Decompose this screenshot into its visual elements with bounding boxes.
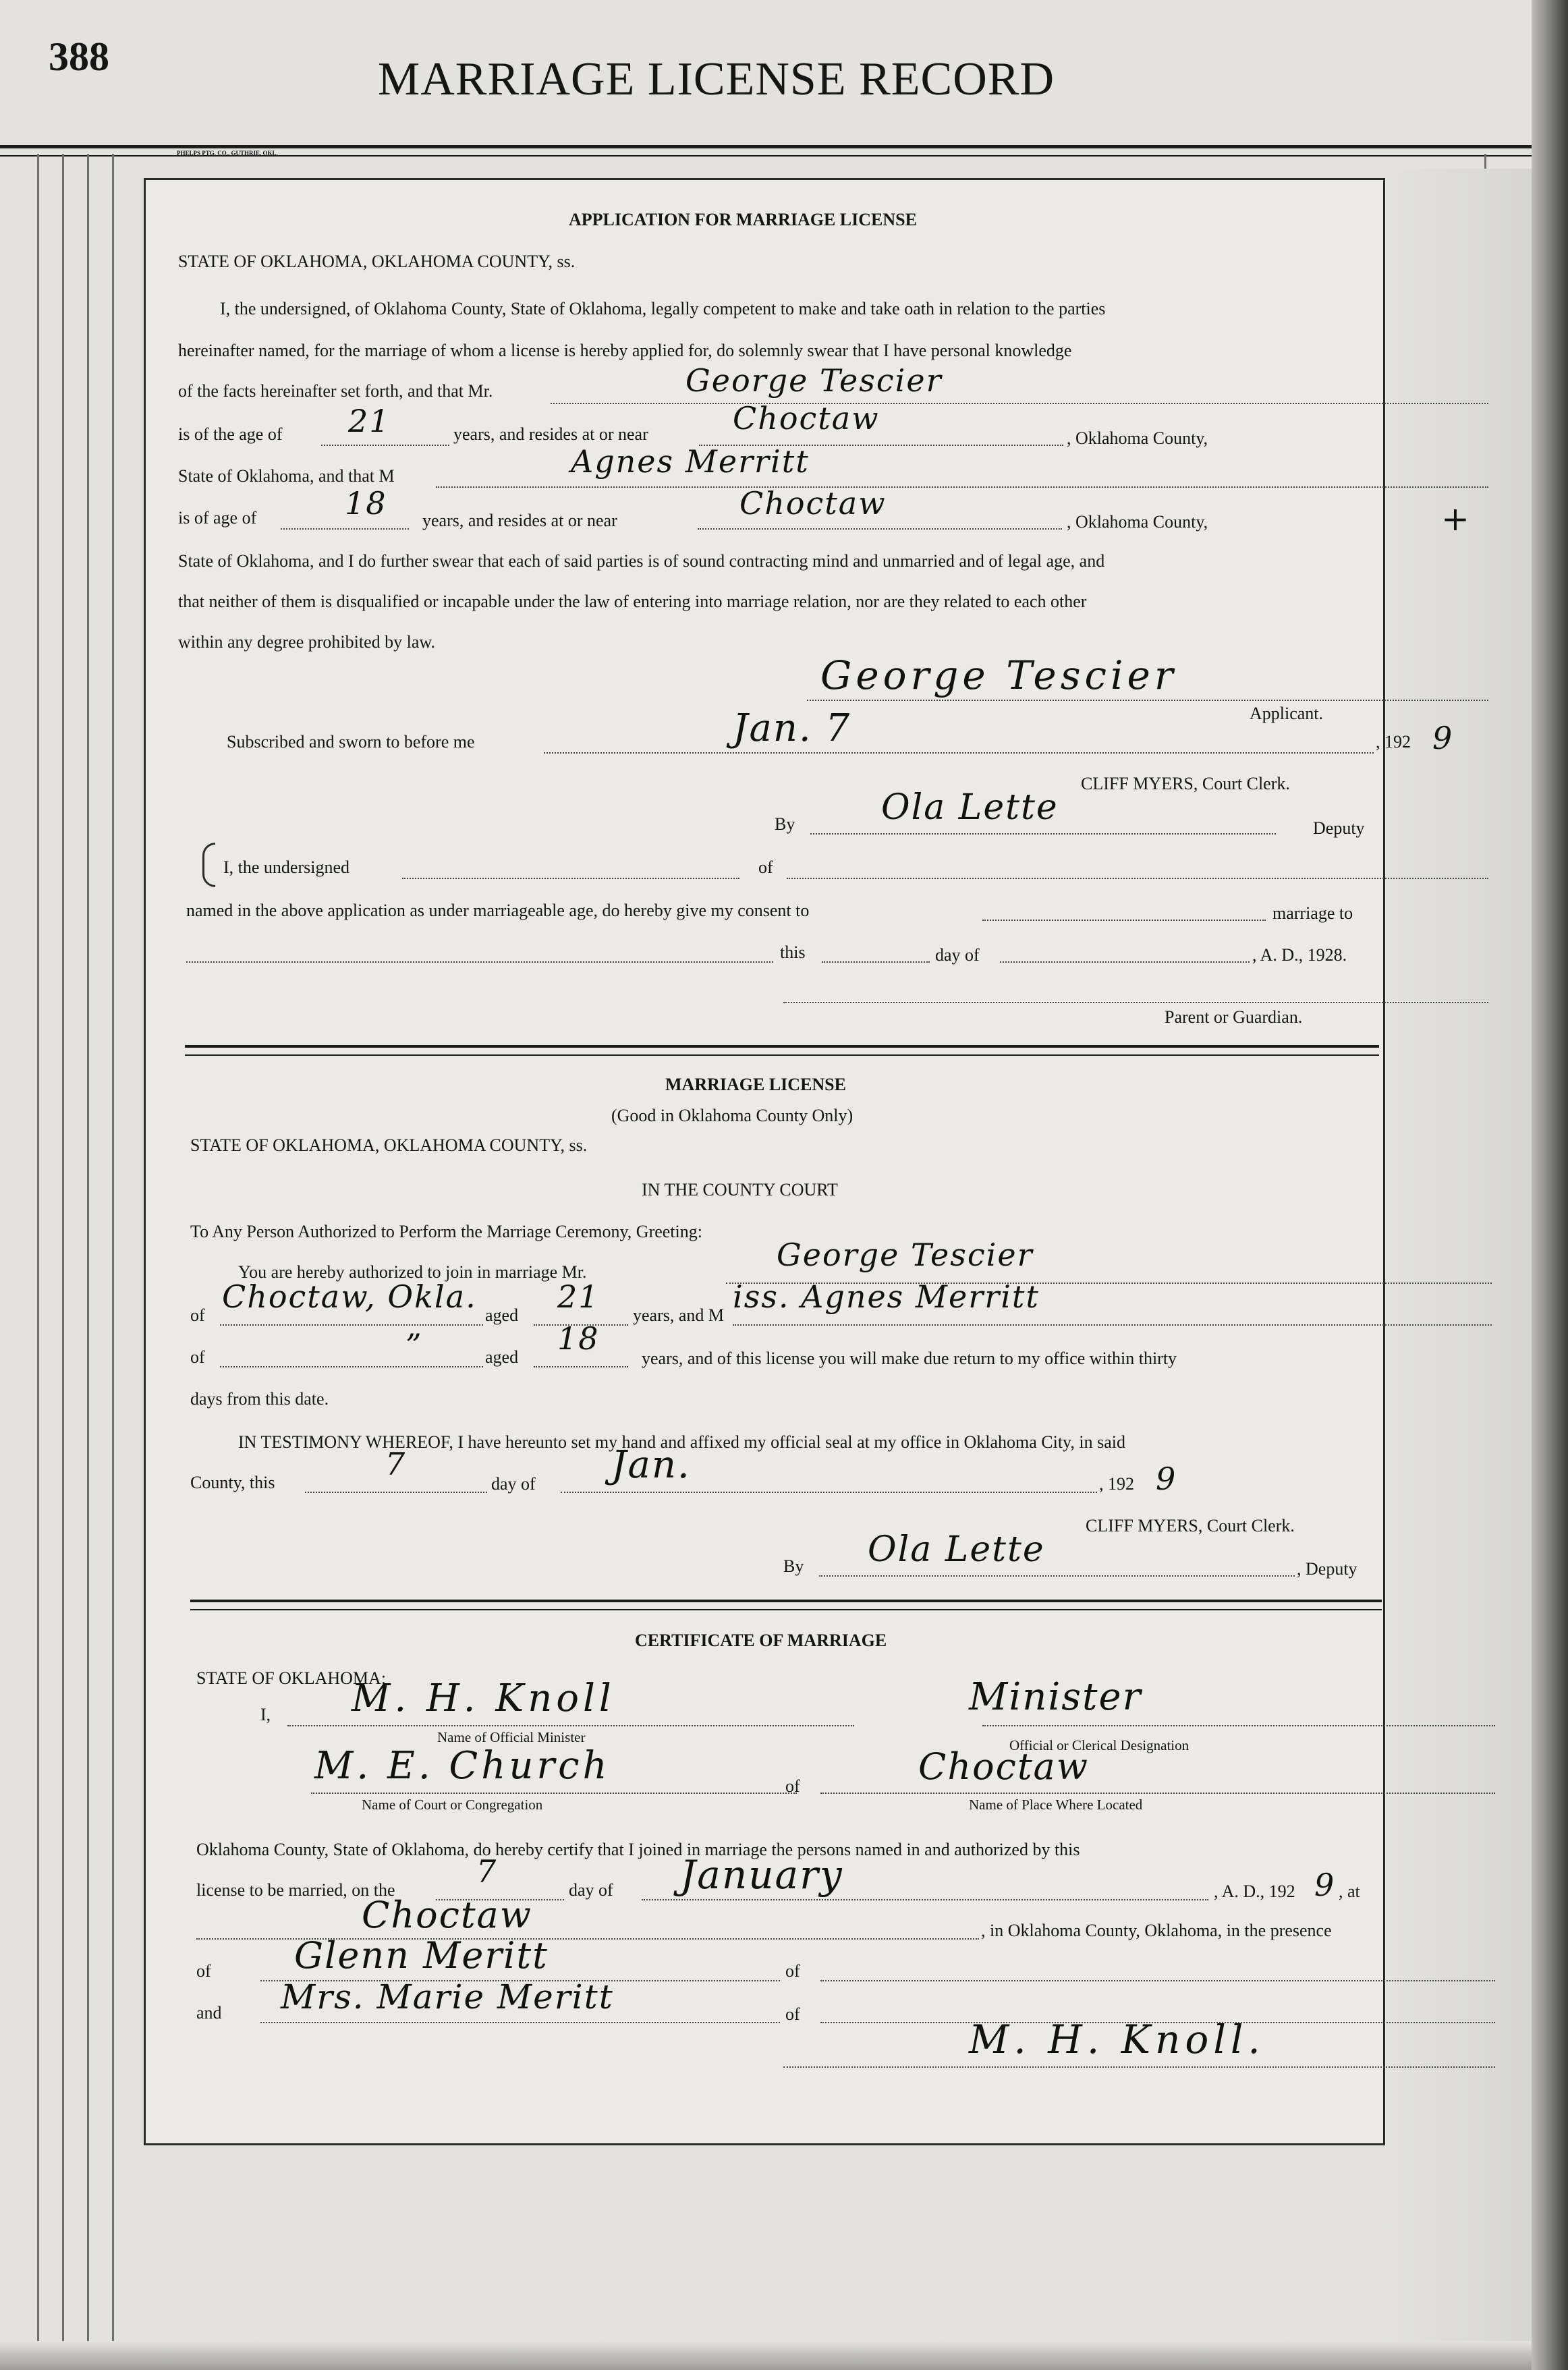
field-caption: Official or Clerical Designation: [1009, 1737, 1189, 1753]
field-caption: Name of Place Where Located: [969, 1797, 1143, 1813]
label: license to be married, on the: [196, 1880, 395, 1900]
paragraph-line: days from this date.: [190, 1389, 329, 1409]
fill-line: [436, 486, 1488, 488]
label: , Deputy: [1297, 1559, 1357, 1579]
minister-signature: M. H. Knoll.: [969, 2016, 1265, 2062]
printer-mark: PHELPS PTG. CO., GUTHRIE, OKL.: [177, 150, 278, 157]
label: named in the above application as under marriageable age, do hereby give my consent to: [186, 901, 810, 920]
fill-line: [810, 833, 1276, 835]
deputy-signature: Ola Lette: [881, 787, 1059, 828]
year-written: 9: [1156, 1461, 1177, 1497]
year-written: 9: [1432, 720, 1454, 756]
label: of: [758, 857, 773, 877]
section-divider: [185, 1054, 1379, 1056]
fill-line: [698, 528, 1062, 530]
application-heading: APPLICATION FOR MARRIAGE LICENSE: [569, 210, 917, 229]
label: of: [785, 2004, 800, 2024]
fill-line: [220, 1366, 483, 1367]
label: I, the undersigned: [223, 857, 350, 877]
label: of: [785, 1961, 800, 1981]
label: County, this: [190, 1473, 275, 1492]
license-subheading: (Good in Oklahoma County Only): [611, 1106, 853, 1125]
fill-line: [642, 1899, 1208, 1900]
label: is of age of: [178, 508, 257, 528]
wedding-location: Choctaw: [362, 1894, 532, 1936]
fill-line: [220, 1324, 483, 1326]
paragraph-line: IN TESTIMONY WHEREOF, I have hereunto set my hand and affixed my official seal at my office in Oklahoma City, in said: [238, 1432, 1125, 1452]
paragraph-line: that neither of them is disqualified or incapable under the law of entering into marriage relation, nor are they related to each other: [178, 592, 1087, 611]
applicant-label: Applicant.: [1250, 704, 1324, 723]
applicant-signature: George Tescier: [820, 652, 1177, 698]
fill-line: [820, 1793, 1495, 1794]
fill-line: [281, 528, 409, 530]
church-name: M. E. Church: [314, 1744, 611, 1788]
fill-line: [305, 1492, 487, 1493]
label: day of: [491, 1474, 536, 1494]
deputy-signature: Ola Lette: [868, 1529, 1045, 1570]
label: By: [783, 1556, 804, 1576]
label: years, and resides at or near: [453, 424, 648, 444]
groom-age: 21: [348, 403, 391, 439]
label: , A. D., 192: [1214, 1882, 1295, 1901]
label: of: [785, 1776, 800, 1796]
fill-line: [982, 920, 1266, 921]
paragraph-line: hereinafter named, for the marriage of whom a license is hereby applied for, do solemnly swear that I have personal knowledge: [178, 341, 1072, 360]
designation: Minister: [969, 1675, 1142, 1719]
label: is of the age of: [178, 424, 283, 444]
paragraph-line: years, and of this license you will make due return to my office within thirty: [642, 1349, 1177, 1368]
label: , in Oklahoma County, Oklahoma, in the presence: [981, 1921, 1332, 1940]
groom-age: 21: [557, 1278, 600, 1315]
record-form: [144, 178, 1454, 2145]
label: of: [190, 1347, 205, 1367]
year-written: 9: [1314, 1867, 1336, 1903]
paragraph-line: within any degree prohibited by law.: [178, 632, 435, 652]
minister-name: M. H. Knoll: [352, 1676, 615, 1720]
label: years, and M: [633, 1305, 725, 1325]
year-printed: , 192: [1376, 732, 1411, 752]
margin-rule: [87, 154, 89, 2370]
paragraph-line: I, the undersigned, of Oklahoma County, State of Oklahoma, legally competent to make and take oath in relation to the parties: [220, 299, 1106, 318]
fill-line: [186, 961, 773, 963]
bride-residence: Choctaw: [739, 485, 887, 521]
wedding-month: January: [680, 1852, 843, 1898]
section-divider: [190, 1600, 1382, 1602]
certificate-heading: CERTIFICATE OF MARRIAGE: [635, 1631, 887, 1650]
fill-line: [561, 1492, 1097, 1493]
state-line: STATE OF OKLAHOMA, OKLAHOMA COUNTY, ss.: [190, 1135, 588, 1155]
year-printed: , 192: [1099, 1474, 1134, 1494]
groom-name: George Tescier: [777, 1237, 1034, 1273]
fill-line: [822, 961, 930, 963]
guardian-label: Parent or Guardian.: [1165, 1007, 1303, 1027]
groom-residence: Choctaw: [733, 400, 880, 436]
clerk-name: CLIFF MYERS, Court Clerk.: [1086, 1516, 1295, 1535]
license-heading: MARRIAGE LICENSE: [665, 1075, 846, 1094]
label: and: [196, 2003, 222, 2023]
fill-line: [807, 700, 1488, 701]
license-day: 7: [385, 1446, 407, 1482]
label: State of Oklahoma, and that M: [178, 466, 395, 486]
margin-mark: +: [1441, 499, 1471, 538]
fill-line: [783, 2066, 1495, 2068]
fill-line: [1000, 961, 1250, 963]
fill-line: [321, 445, 449, 446]
label: marriage to: [1272, 903, 1353, 923]
groom-place: Choctaw, Okla.: [222, 1278, 477, 1315]
label: , at: [1339, 1882, 1360, 1901]
fill-line: [733, 1324, 1492, 1326]
header-rule: [0, 145, 1532, 148]
label: You are hereby authorized to join in marriage Mr.: [238, 1262, 587, 1282]
sworn-date: Jan. 7: [733, 706, 851, 750]
label: day of: [935, 945, 980, 965]
fill-line: [820, 1980, 1495, 1981]
fill-line: [783, 1002, 1488, 1003]
page-number: 388: [49, 34, 109, 79]
label: I,: [260, 1705, 271, 1724]
label: , Oklahoma County,: [1067, 428, 1208, 448]
greeting: To Any Person Authorized to Perform the Marriage Ceremony, Greeting:: [190, 1222, 702, 1241]
fill-line: [982, 1725, 1495, 1726]
margin-rule: [112, 154, 114, 2370]
label: Deputy: [1313, 818, 1365, 838]
label: years, and resides at or near: [422, 511, 617, 530]
bride-name: iss. Agnes Merritt: [733, 1278, 1040, 1315]
margin-rule: [37, 154, 39, 2370]
witness-1: Glenn Meritt: [294, 1934, 549, 1977]
label: By: [775, 814, 795, 834]
section-divider: [185, 1045, 1379, 1048]
bride-name: Agnes Merritt: [571, 443, 810, 480]
book-spine: [1532, 0, 1568, 2370]
paragraph-line: of the facts hereinafter set forth, and that Mr.: [178, 381, 493, 401]
fill-line: [819, 1575, 1295, 1577]
bride-age: 18: [345, 485, 387, 521]
label: this: [780, 942, 806, 962]
state-line: STATE OF OKLAHOMA, OKLAHOMA COUNTY, ss.: [178, 252, 576, 271]
fill-line: [544, 752, 1374, 754]
bride-place: ”: [405, 1327, 423, 1363]
fill-line: [260, 2022, 780, 2023]
paragraph-line: Oklahoma County, State of Oklahoma, do hereby certify that I joined in marriage the persons named in and authorized by this: [196, 1840, 1080, 1859]
wedding-day: 7: [476, 1853, 498, 1890]
label: aged: [485, 1305, 519, 1325]
section-divider: [190, 1609, 1382, 1610]
label: aged: [485, 1347, 519, 1367]
margin-rule: [62, 154, 64, 2370]
fill-line: [311, 1793, 797, 1794]
fill-line: [787, 878, 1488, 879]
label: Subscribed and sworn to before me: [227, 732, 475, 752]
court-heading: IN THE COUNTY COURT: [642, 1180, 838, 1200]
paragraph-line: State of Oklahoma, and I do further swear that each of said parties is of sound contracting mind and unmarried and of legal age, and: [178, 551, 1105, 571]
label: day of: [569, 1880, 613, 1900]
fill-line: [534, 1366, 628, 1367]
bride-age: 18: [557, 1320, 600, 1357]
fill-line: [402, 878, 739, 879]
license-month: Jan.: [611, 1443, 691, 1487]
field-caption: Name of Court or Congregation: [362, 1797, 543, 1813]
page-bottom-edge: [0, 2341, 1532, 2370]
fill-line: [287, 1725, 854, 1726]
field-caption: Name of Official Minister: [437, 1729, 586, 1745]
groom-name: George Tescier: [685, 362, 943, 399]
label: , A. D., 1928.: [1252, 945, 1347, 965]
label: of: [196, 1961, 211, 1981]
state-line: STATE OF OKLAHOMA:: [196, 1668, 387, 1688]
pen-mark: [202, 843, 215, 887]
label: , Oklahoma County,: [1067, 512, 1208, 532]
witness-2: Mrs. Marie Meritt: [281, 1977, 614, 2016]
clerk-name: CLIFF MYERS, Court Clerk.: [1081, 774, 1290, 793]
church-place: Choctaw: [918, 1745, 1089, 1788]
label: of: [190, 1305, 205, 1325]
fill-line: [551, 403, 1488, 404]
page-title: MARRIAGE LICENSE RECORD: [378, 53, 1055, 105]
